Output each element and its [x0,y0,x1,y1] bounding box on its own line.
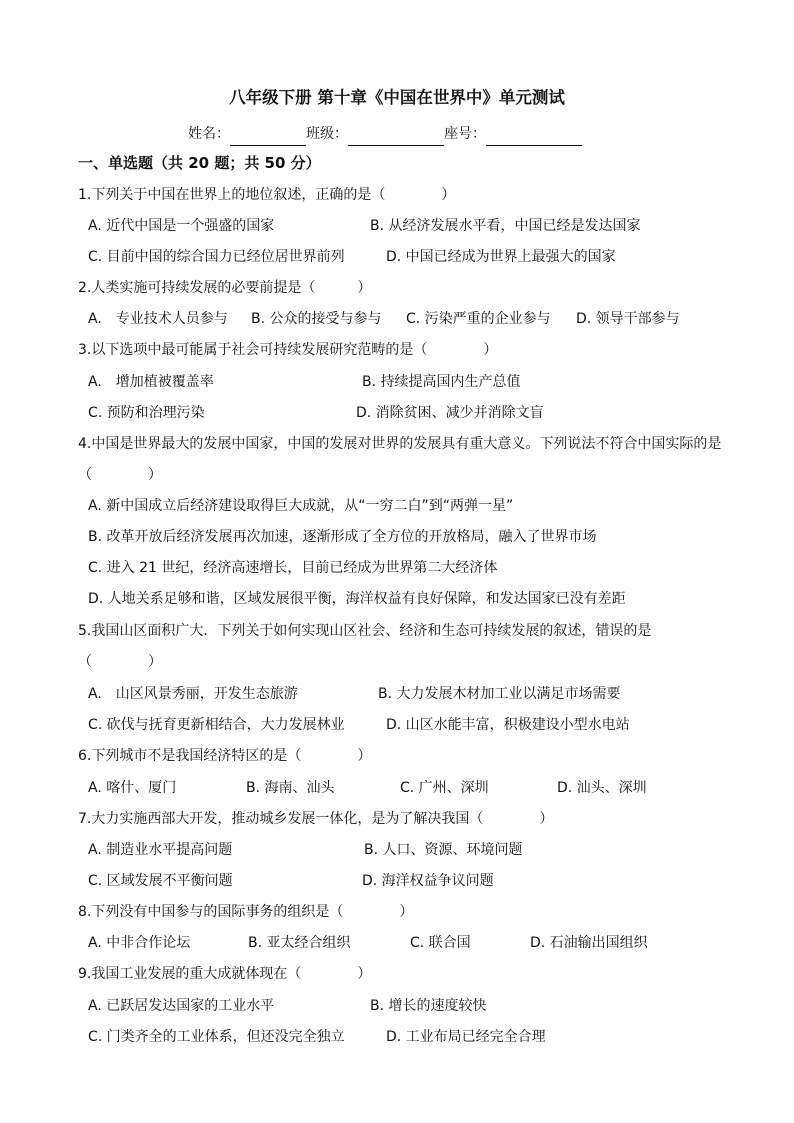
question-4-option-d: D. 人地关系足够和谐，区域发展很平衡，海洋权益有良好保障，和发达国家已没有差距 [88,591,626,607]
question-8-option-d: D. 石油输出国组织 [530,935,648,951]
question-5-option-d: D. 山区水能丰富，积极建设小型水电站 [386,717,630,733]
question-5-option-c: C. 砍伐与抚育更新相结合，大力发展林业 [88,717,345,733]
exam-title: 八年级下册 第十章《中国在世界中》单元测试 [229,88,565,107]
question-7-option-d: D. 海洋权益争议问题 [362,873,494,889]
student-info-row [188,122,582,146]
question-8-option-a: A. 中非合作论坛 [88,935,191,951]
question-7-option-c: C. 区域发展不平衡问题 [88,873,233,889]
question-1-option-c: C. 目前中国的综合国力已经位居世界前列 [88,249,345,265]
question-5-stem-continued: （ ） [78,654,162,670]
question-2-option-a: A. 专业技术人员参与 [88,311,228,327]
question-2-stem: 2.人类实施可持续发展的必要前提是（ ） [78,280,372,296]
question-7-stem: 7.大力实施西部大开发，推动城乡发展一体化，是为了解决我国（ ） [78,811,554,827]
question-4-option-a: A. 新中国成立后经济建设取得巨大成就，从“一穷二白”到“两弹一星” [88,498,514,514]
question-4-option-b: B. 改革开放后经济发展再次加速，逐渐形成了全方位的开放格局，融入了世界市场 [88,529,597,545]
question-1-option-a: A. 近代中国是一个强盛的国家 [88,218,275,234]
section-heading: 一、单选题（共 20 题；共 50 分） [78,154,321,172]
question-2-option-d: D. 领导干部参与 [576,311,680,327]
question-9-stem: 9.我国工业发展的重大成就体现在（ ） [78,966,372,982]
question-2-option-c: C. 污染严重的企业参与 [406,311,551,327]
question-8-stem: 8.下列没有中国参与的国际事务的组织是（ ） [78,904,414,920]
question-4-stem-continued: （ ） [78,467,162,483]
question-6-stem: 6.下列城市不是我国经济特区的是（ ） [78,748,372,764]
question-4-stem: 4.中国是世界最大的发展中国家，中国的发展对世界的发展具有重大意义。下列说法不符合中国实际的是 [78,436,722,452]
class-blank[interactable] [348,127,444,146]
question-6-option-c: C. 广州、深圳 [400,780,489,796]
question-9-option-c: C. 门类齐全的工业体系，但还没完全独立 [88,1029,345,1045]
question-3-option-d: D. 消除贫困、减少并消除文盲 [356,405,544,421]
question-3-option-c: C. 预防和治理污染 [88,405,205,421]
seat-label: 座号： [444,126,486,142]
question-1-option-b: B. 从经济发展水平看，中国已经是发达国家 [370,218,641,234]
question-7-option-b: B. 人口、资源、环境问题 [364,842,523,858]
question-6-option-a: A. 喀什、厦门 [88,780,177,796]
question-7-option-a: A. 制造业水平提高问题 [88,842,233,858]
question-2-option-b: B. 公众的接受与参与 [251,311,382,327]
question-4-option-c: C. 进入 21 世纪，经济高速增长，目前已经成为世界第二大经济体 [88,560,498,576]
question-6-option-d: D. 汕头、深圳 [557,780,647,796]
question-1-stem: 1.下列关于中国在世界上的地位叙述，正确的是（ ） [78,187,456,203]
question-6-option-b: B. 海南、汕头 [246,780,335,796]
seat-blank[interactable] [486,127,582,146]
name-label: 姓名： [188,126,230,142]
question-1-option-d: D. 中国已经成为世界上最强大的国家 [386,249,616,265]
question-8-option-b: B. 亚太经合组织 [248,935,351,951]
question-9-option-b: B. 增长的速度较快 [370,998,487,1014]
class-label: 班级： [306,126,348,142]
question-3-option-a: A. 增加植被覆盖率 [88,374,214,390]
question-3-stem: 3.以下选项中最可能属于社会可持续发展研究范畴的是（ ） [78,342,498,358]
question-9-option-a: A. 已跃居发达国家的工业水平 [88,998,275,1014]
question-5-option-a: A. 山区风景秀丽，开发生态旅游 [88,686,298,702]
question-3-option-b: B. 持续提高国内生产总值 [362,374,521,390]
question-5-option-b: B. 大力发展木材加工业以满足市场需要 [378,686,621,702]
name-blank[interactable] [230,127,306,146]
question-9-option-d: D. 工业布局已经完全合理 [386,1029,546,1045]
question-8-option-c: C. 联合国 [410,935,471,951]
question-5-stem: 5.我国山区面积广大．下列关于如何实现山区社会、经济和生态可持续发展的叙述，错误的是 [78,623,652,639]
